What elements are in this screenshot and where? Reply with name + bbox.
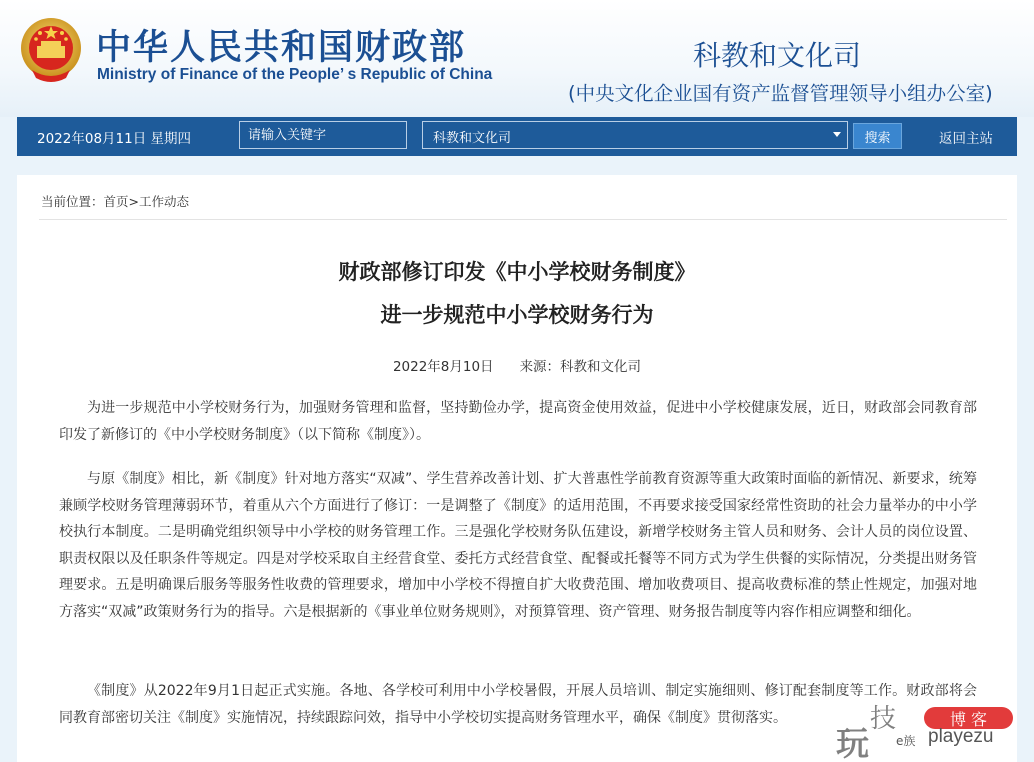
watermark-glyph-skill: 技 bbox=[870, 704, 897, 734]
nav-bar bbox=[17, 117, 1017, 156]
watermark-site: playezu bbox=[928, 726, 994, 747]
current-date: 2022年08月11日 星期四 bbox=[37, 131, 192, 147]
watermark-badge: 博 客 bbox=[924, 707, 1013, 729]
article-title: 财政部修订印发《中小学校财务制度》 bbox=[338, 260, 696, 284]
watermark-glyph: 玩 bbox=[836, 724, 869, 762]
ministry-name-en: Ministry of Finance of the People’ s Republic of China bbox=[97, 66, 493, 83]
article-panel bbox=[17, 175, 1017, 762]
department-select[interactable] bbox=[422, 121, 848, 149]
chevron-down-icon bbox=[833, 132, 841, 137]
article-subtitle: 进一步规范中小学校财务行为 bbox=[380, 303, 654, 327]
national-emblem-icon bbox=[18, 16, 84, 84]
article-paragraph: 与原《制度》相比，新《制度》针对地方落实“双减”、学生营养改善计划、扩大普惠性学前教育资源等重大政策时面临的新情况、新要求，统筹兼顾学校财务管理薄弱环节，着重从六个方面进行了修订：一是调整了《制度》的适用范围，不再要求接受国家经常性资助的社会力量举办的中小学校执行本制度。二是明确党组织领导中小学校的财务管理工作。三是强化学校财务队伍建设，新增学校财务主管人员和财务、会计人员的岗位设置、职责权限以及任职条件等规定。四是对学校采取自主经营食堂、委托方式经营食堂、配餐或托餐等不同方式为学生供餐的实际情况，分类提出财务管理要求。五是明确课后服务等服务性收费的管理要求，增加中小学校不得擅自扩大收费范围、增加收费项目、提高收费标准的禁止性规定，加强对地方落实“双减”政策财务行为的指导。六是根据新的《事业单位财务规则》，对预算管理、资产管理、财务报告制度等内容作相应调整和细化。 bbox=[59, 471, 977, 620]
department-subtitle: (中央文化企业国有资产监督管理领导小组办公室) bbox=[568, 82, 993, 105]
search-input[interactable] bbox=[239, 121, 407, 149]
article-date: 2022年8月10日 bbox=[392, 359, 494, 375]
breadcrumb: 当前位置：首页>工作动态 bbox=[41, 194, 189, 209]
article-paragraph: 为进一步规范中小学校财务行为，加强财务管理和监督，坚持勤俭办学，提高资金使用效益，促进中小学校健康发展，近日，财政部会同教育部印发了新修订的《中小学校财务制度》（以下简称《制度》）。 bbox=[59, 400, 977, 443]
article-paragraph: 《制度》从2022年9月1日起正式实施。各地、各学校可利用中小学校暑假，开展人员培训、制定实施细则、修订配套制度等工作。财政部将会同教育部密切关注《制度》实施情况，持续跟踪问效，指导中小学校切实提高财务管理水平，确保《制度》贯彻落实。 bbox=[59, 683, 977, 726]
department-name: 科教和文化司 bbox=[693, 39, 862, 72]
divider bbox=[39, 219, 1007, 220]
article-source: 来源：科教和文化司 bbox=[519, 359, 642, 375]
search-button[interactable]: 搜索 bbox=[853, 123, 902, 149]
watermark-e-zu: e族 bbox=[896, 734, 916, 748]
site-header bbox=[0, 0, 1034, 117]
ministry-name-cn: 中华人民共和国财政部 bbox=[96, 28, 467, 68]
department-select-value: 科教和文化司 bbox=[433, 131, 512, 146]
article-meta bbox=[17, 355, 1017, 375]
site-watermark bbox=[836, 696, 1034, 762]
return-home-link[interactable]: 返回主站 bbox=[939, 131, 993, 147]
